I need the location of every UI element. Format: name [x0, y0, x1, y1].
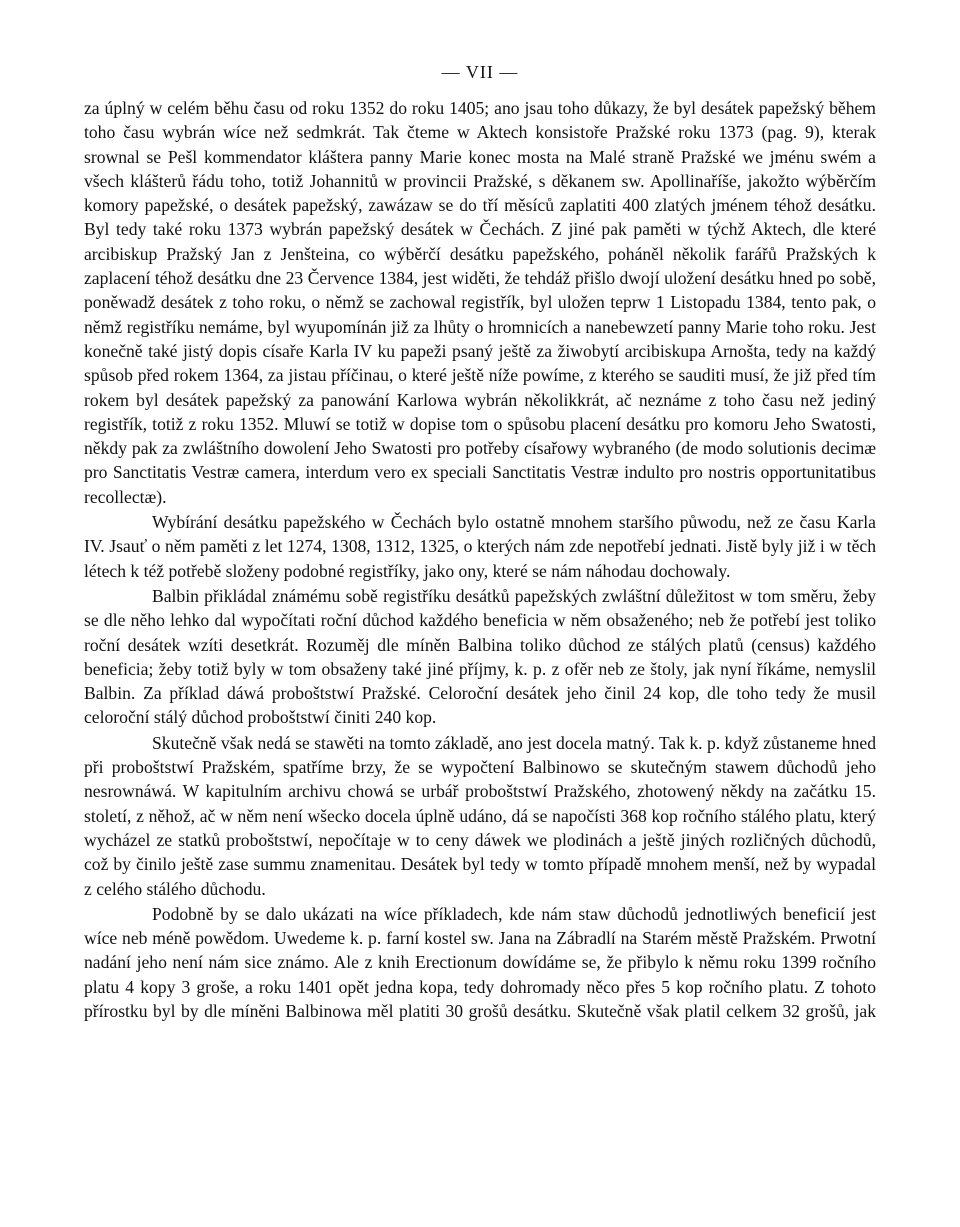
paragraph-2: Wybírání desátku papežského w Čechách bylo ostatně mnohem staršího půwodu, než ze času Karla IV. Jsauť o něm paměti z let 1274, 1308, 1312, 1325, o kterých nám zde nepotřebí jednati. Jistě byly již i w těch létech k též potřebě složeny podobné registříky, jako ony, které se nám náhodau dochowaly.	[84, 512, 876, 581]
page-number: — VII —	[441, 62, 519, 82]
paragraph-3: Balbin přikládal známému sobě registříku desátků papežských zwláštní důležitost w tom směru, žeby se dle něho lehko dal wypočítati roční důchod každého beneficia w něm obsaženého; neb že potřebí jest toliko roční desátek wzíti desetkrát. Rozuměj dle míněn Balbina toliko důchod ze stálých platů (census) každého beneficia; žeby totiž byly w tom obsaženy také jiné příjmy, k. p. z ofěr neb ze štoly, jak nyní říkáme, nemyslil Balbin. Za příklad dáwá proboštstwí Pražské. Celoroční desátek jeho činil 24 kop, dle toho tedy že musil celoroční stálý důchod proboštstwí činiti 240 kop.	[84, 585, 876, 728]
paragraph-5: Podobně by se dalo ukázati na wíce příkladech, kde nám staw důchodů jednotliwých beneficií jest wíce neb méně powědom. Uwedeme k. p. farní kostel sw. Jana na Zábradlí na Starém městě Pražském. Prwotní nadání jeho není nám sice známo. Ale z knih Erectionum dowídáme se, že přibylo k němu roku 1399 ročního platu 4 kopy 3 groše, a roku 1401 opět jedna kopa, tedy dohromady něco přes 5 kop ročního platu. Z tohoto přírostku byl by dle míněni Balbinowa měl platiti 30 grošů desátku. Skutečně však platil celkem 32 grošů, jak	[84, 903, 876, 1021]
body-text	[84, 96, 876, 1024]
paragraph-4: Skutečně však nedá se stawěti na tomto základě, ano jest docela matný. Tak k. p. když zůstaneme hned při proboštstwí Pražském, spatříme brzy, že se wypočtení Balbinowo se skutečným stawem důchodů jeho nesrownáwá. W kapitulním archivu chowá se urbář proboštstwí Pražského, zhotowený někdy na začátku 15. století, z něhož, ač w něm není wšecko docela úplně udáno, dá se napočísti 368 kop ročního stálého platu, který wycházel ze statků proboštstwí, nepočítaje w to ceny dáwek we plodinách a ještě jiných rozličných důchodů, což by činilo ještě zase summu znamenitau. Desátek byl tedy w tomto případě mnohem menší, než by wypadal z celého stálého důchodu.	[84, 732, 876, 899]
paragraph-1: za úplný w celém běhu času od roku 1352 do roku 1405; ano jsau toho důkazy, že byl desátek papežský během toho času wybrán wíce než sedmkrát. Tak čteme w Aktech konsistoře Pražské roku 1373 (pag. 9), kterak srownal se Pešl kommendator kláštera panny Marie konec mosta na Malé straně Pražské we jménu swém a všech klášterů řádu toho, totiž Johannitů w provincii Pražské, s děkanem sw. Apollinaříše, jakožto wýběrčím komory papežské, o desátek papežský, zawázaw se do tří měsíců zaplatiti 400 zlatých jménem téhož desátku. Byl tedy také roku 1373 wybrán papežský desátek w Čechách. Z jiné pak paměti w týchž Aktech, dle které arcibiskup Pražský Jan z Jenšteina, co wýběrčí desátku papežského, poháněl několik farářů Pražských k zaplacení téhož desátku dne 23 Července 1384, jest widěti, že tehdáž přišlo dwojí uložení desátku hned po sobě, poněwadž desátek z toho roku, o němž se zachowal registřík, byl uložen teprw 1 Listopadu 1384, tento pak, o němž registříku nemáme, byl wyupomínán již za lhůty o hromnicích a nanebewzetí panny Marie toho roku. Jest konečně také jistý dopis císaře Karla IV ku papeži psaný ještě za žiwobytí arcibiskupa Arnošta, tedy na každý spůsob před rokem 1364, za jistau příčinau, o které ještě níže powíme, z kterého se sauditi musí, že již před tím rokem byl desátek papežský za panowání Karlowa wybrán několikkrát, ač neznáme z toho času než jediný registřík, totiž z roku 1352. Mluwí se totiž w dopise tom o spůsobu placení desátku pro komoru Jeho Swatosti, někdy pak za zwláštního dowolení Jeho Swatosti pro potřeby císařowy wybraného (de modo solutionis decimæ pro Sanctitatis Vestræ camera, interdum vero ex speciali Sanctitatis Vestræ indulto pro nostris opportunitatibus recollectæ).	[84, 98, 876, 507]
